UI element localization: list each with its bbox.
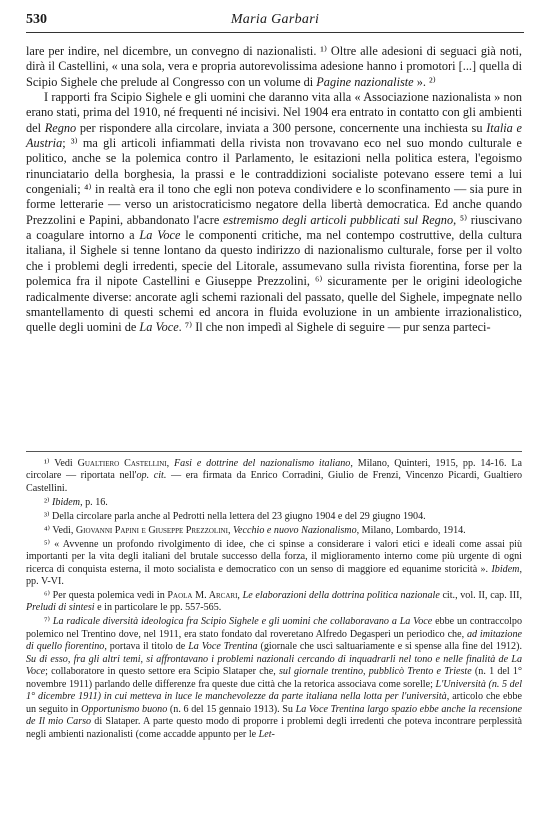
- footnotes: [26, 458, 522, 741]
- page-number: 530: [26, 12, 47, 27]
- footnote-7: ⁷⁾ La radicale diversità ideologica fra Scipio Sighele e gli uomini che collaboravano a La Voce ebbe un contraccolpo polemico nel Trentino dove, nel 1911, era stato fondato dal roveretano Alfredo Degasperi un periodico che, ad imitazione di quello fiorentino, portava il titolo de La Voce Trentina (giornale che uscì saltuariamente e si spense alla fine del 1912). Su di esso, fra gli altri temi, si affrontavano i problemi nazionali cercando di inquadrarli nel tono e nelle finalità de La Voce; collaboratore in questo settore era Scipio Slataper che, sul giornale trentino, pubblicò Trento e Trieste (n. 1 del 1° novembre 1911) parlando delle differenze fra queste due città che la retorica associava come sorelle; L'Università (n. 5 del 1° dicembre 1911) in cui metteva in luce le manchevolezze da parte italiana nella lotta per l'università, articolo che ebbe un seguito in Opportunismo buono (n. 6 del 15 gennaio 1913). Su La Voce Trentina largo spazio ebbe anche la recensione de Il mio Carso di Slataper. A parte questo modo di proporre i problemi degli irredenti che poteva incontrare perplessità negli ambienti nazionalisti (come accadde appunto per le Let-: [26, 616, 523, 740]
- footnote-5: ⁵⁾ « Avvenne un profondo rivolgimento di idee, che ci spinse a considerare i valori etici e ideali come assai più importanti per la vita degli italiani del brutale successo della forza, il miglioramento interno come più urgente di ogni ricerca di conquista esterna, il moto socialista e democratico con un senso di maggiore ed equanime storicità ». Ibidem, pp. V-VI.: [26, 538, 522, 588]
- footnote-6: ⁶⁾ Per questa polemica vedi in Paola M. Arcari, Le elaborazioni della dottrina politica nazionale cit., vol. II, cap. III, Preludi di sintesi e in particolare le pp. 557-565.: [26, 590, 523, 614]
- main-text: [26, 44, 522, 336]
- footnote-2: ²⁾ Ibidem, p. 16.: [44, 496, 108, 508]
- running-head-author: Maria Garbari: [230, 12, 320, 27]
- footnote-separator: [26, 451, 522, 452]
- paragraph-1: lare per indire, nel dicembre, un convegno di nazionalisti. ¹⁾ Oltre alle adesioni di seguaci già noti, dirà il Castellini, « una sola, vera e propria autorevolissima adesione hanno i promotori [...] quella di Scipio Sighele che prelude al Congresso con un volume di Pagine nazionaliste ». ²⁾: [26, 44, 522, 89]
- footnote-1: ¹⁾ Vedi Gualtiero Castellini, Fasi e dottrine del nazionalismo italiano, Milano, Quinteri, 1915, pp. 14-16. La circolare — riportata nell'op. cit. — era firmata da Enrico Corradini, Giulio de Frenzi, Vincenzo Picardi, Gualtiero Castellini.: [26, 458, 522, 494]
- paragraph-2: I rapporti fra Scipio Sighele e gli uomini che daranno vita alla « Associazione nazionalista » non erano stati, prima del 1910, né frequenti né incisivi. Nel 1904 era entrato in contatto con gli ambienti del Regno per rispondere alla circolare, inviata a 300 persone, concernente una inchiesta su Italia e Austria; ³⁾ ma gli articoli infiammati della rivista non trovavano eco nel suo mondo culturale e politico, anche se la polemica contro il Parlamento, le esitazioni nella politica estera, l'egoismo rinunciatario della borghesia, la prassi e le contraddizioni socialiste potevano essere temi a lui congeniali; ⁴⁾ in realtà era il tono che egli non poteva condividere e lo sconfinamento — sia pure in forme letterarie — verso un aristocraticismo negatore della libertà democratica. Ed anche quando Prezzolini e Papini, abbandonato l'acre estremismo degli articoli pubblicati sul Regno, ⁵⁾ riuscivano a coagulare intorno a La Voce le componenti critiche, ma nel contempo costruttive, della cultura italiana, il Sighele si tenne lontano da questo indirizzo di nazionalismo culturale, forse per il volto che i problemi degli irredenti, specie del Litorale, assumevano sulla rivista fiorentina, forse per la polemica fra il nipote Castellini e Giuseppe Prezzolini, ⁶⁾ sicuramente per le origini ideologiche radicalmente diverse: ancorate agli schemi razionali del passato, quelle del Sighele, impegnate nello smantellamento di questi schemi ed ancora in fluida evoluzione in un ambiente irrazionalistico, quelle degli uomini de La Voce. ⁷⁾ Il che non impedì al Sighele di seguire — pur senza parteci-: [26, 90, 522, 335]
- footnote-4: ⁴⁾ Vedi, Giovanni Papini e Giuseppe Prezzolini, Vecchio e nuovo Nazionalismo, Milano, Lombardo, 1914.: [44, 524, 466, 536]
- footnote-3: ³⁾ Della circolare parla anche al Pedrotti nella lettera del 23 giugno 1904 e del 29 giugno 1904.: [44, 510, 426, 522]
- page-header: [26, 10, 524, 33]
